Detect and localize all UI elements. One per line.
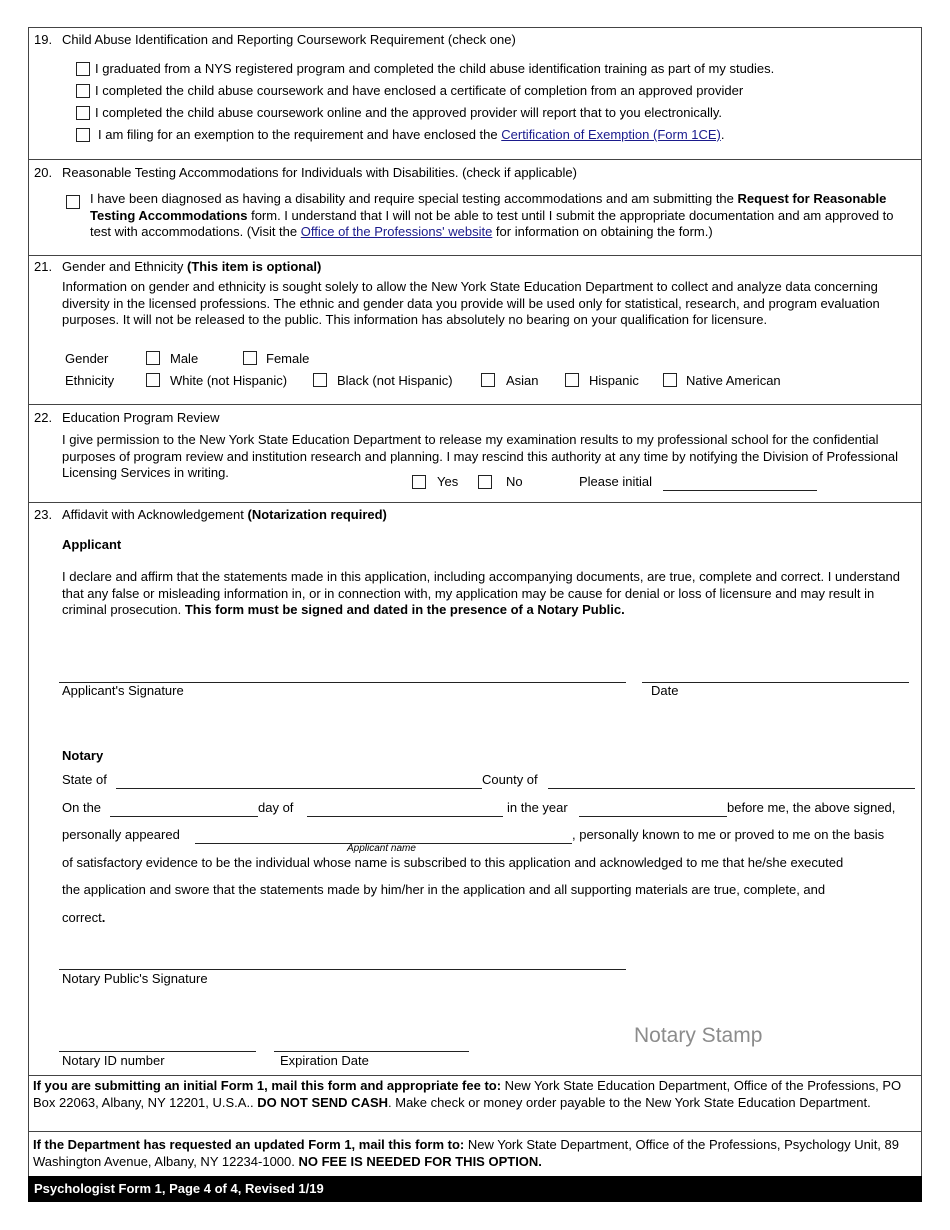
s20-text-pre: I have been diagnosed as having a disability and require special testing accommodations and am submitting the (90, 191, 738, 206)
county-of-label: County of (482, 772, 538, 787)
s23-title-text: Affidavit with Acknowledgement (62, 507, 248, 522)
s19-number: 19. (34, 32, 53, 47)
correct-text (62, 910, 105, 926)
mail-update-text: New York State Department, Office of the Professions, Psychology Unit, 89 Washington Avenue, Albany, NY 12234-1000. (33, 1137, 899, 1169)
s22-paragraph: I give permission to the New York State Education Department to release my examination results to my professional school for the confidential purposes of program review and institution research and planning. I may rescind this authority at any time by notifying the Division of Professional Licensing Services in writing. (62, 432, 899, 480)
applicant-date-line[interactable] (642, 682, 909, 683)
correct-word: correct (62, 910, 102, 925)
s19-option3-label: I completed the child abuse coursework online and the approved provider will report that to you electronically. (95, 105, 722, 120)
correct-period: . (101, 910, 106, 925)
s20-text-mid: form. I understand that I will not be able to test until I submit the appropriate documentation and am approved to test with accommodations. (Visit the (90, 207, 894, 239)
ethnicity-hispanic-label: Hispanic (589, 373, 639, 388)
mail-update-end: NO FEE IS NEEDED FOR THIS OPTION. (298, 1153, 542, 1169)
s21-title-text: Gender and Ethnicity (62, 259, 188, 274)
month-field[interactable] (307, 816, 503, 817)
notary-signature-line[interactable] (59, 969, 626, 970)
s23-number: 23. (34, 507, 53, 522)
ethnicity-black-checkbox[interactable] (313, 373, 327, 387)
s19-option1-checkbox[interactable] (76, 62, 90, 76)
ethnicity-label: Ethnicity (65, 373, 115, 388)
before-me-text: before me, the above signed, (727, 800, 896, 815)
divider-20-21 (28, 255, 922, 256)
swore-text: the application and swore that the statements made by him/her in the application and all supporting materials are true, complete, and (62, 882, 826, 897)
gender-female-checkbox[interactable] (243, 351, 257, 365)
mail-initial-text: New York State Education Department, Office of the Professions, PO Box 22063, Albany, NY 12201, U.S.A.. (33, 1078, 902, 1110)
in-the-year-label: in the year (507, 800, 568, 815)
gender-female-label: Female (266, 351, 310, 366)
applicant-name-caption: Applicant name (347, 843, 416, 854)
s20-text-bold: Request for Reasonable Testing Accommodations (90, 191, 887, 223)
mail-update-lead: If the Department has requested an updated Form 1, mail this form to: (33, 1137, 465, 1152)
mail-initial-cash: DO NOT SEND CASH (257, 1094, 389, 1110)
ethnicity-asian-checkbox[interactable] (481, 373, 495, 387)
gender-male-label: Male (170, 351, 199, 366)
declaration-bold: This form must be signed and dated in the presence of a Notary Public. (184, 602, 625, 617)
s19-option4-checkbox[interactable] (76, 128, 90, 142)
divider-mail (28, 1131, 922, 1132)
mail-update-instructions (33, 1137, 913, 1170)
notary-stamp-placeholder: Notary Stamp (634, 1024, 763, 1047)
ethnicity-hispanic-checkbox[interactable] (565, 373, 579, 387)
county-of-field[interactable] (548, 788, 915, 789)
ethnicity-asian-label: Asian (506, 373, 539, 388)
expiration-date-line[interactable] (274, 1051, 469, 1052)
notary-signature-label: Notary Public's Signature (62, 971, 208, 986)
mail-initial-lead: If you are submitting an initial Form 1, mail this form and appropriate fee to: (33, 1078, 502, 1093)
ethnicity-black-label: Black (not Hispanic) (337, 373, 453, 388)
s21-title-bold: (This item is optional) (187, 259, 322, 274)
divider-23-mail (28, 1075, 922, 1076)
evidence-text: of satisfactory evidence to be the individual whose name is subscribed to this application and acknowledged to me that he/she executed (62, 855, 844, 870)
expiration-date-label: Expiration Date (280, 1053, 369, 1068)
s21-title (62, 259, 321, 275)
ethnicity-native-american-checkbox[interactable] (663, 373, 677, 387)
day-of-label: day of (258, 800, 294, 815)
personally-known-text: , personally known to me or proved to me on the basis (572, 827, 885, 842)
s22-yes-checkbox[interactable] (412, 475, 426, 489)
divider-21-22 (28, 404, 922, 405)
ethnicity-white-label: White (not Hispanic) (170, 373, 288, 388)
form-1ce-link[interactable]: Certification of Exemption (Form 1CE) (501, 127, 721, 142)
gender-label: Gender (65, 351, 109, 366)
s19-title: Child Abuse Identification and Reporting Coursework Requirement (check one) (62, 32, 516, 47)
s19-option3-checkbox[interactable] (76, 106, 90, 120)
s20-paragraph (90, 191, 898, 241)
mail-initial-end: . Make check or money order payable to the New York State Education Department. (388, 1094, 871, 1110)
declaration-text: I declare and affirm that the statements made in this application, including accompanying documents, are true, complete and correct. I understand that any false or misleading information in, or in connection with, my application may be cause for denial or loss of licensure and may result in criminal prosecution. (62, 569, 901, 617)
notary-heading: Notary (62, 748, 104, 763)
s21-number: 21. (34, 259, 53, 274)
s19-option2-checkbox[interactable] (76, 84, 90, 98)
notary-id-line[interactable] (59, 1051, 256, 1052)
s19-option4-period: . (720, 127, 725, 142)
s20-accommodations-checkbox[interactable] (66, 195, 80, 209)
applicant-heading: Applicant (62, 537, 122, 552)
state-of-field[interactable] (116, 788, 482, 789)
divider-22-23 (28, 502, 922, 503)
applicant-date-label: Date (651, 683, 679, 698)
s20-number: 20. (34, 165, 53, 180)
s20-title: Reasonable Testing Accommodations for Individuals with Disabilities. (check if applicable) (62, 165, 577, 180)
s21-paragraph: Information on gender and ethnicity is sought solely to allow the New York State Education Department to collect and analyze data concerning diversity in the licensed professions. The ethnic and gender data you provide will be used only for statistical, research, and program evaluation purposes. It will not be released to the public. This information has absolutely no bearing on your qualification for licensure. (62, 279, 880, 327)
gender-male-checkbox[interactable] (146, 351, 160, 365)
year-field[interactable] (579, 816, 727, 817)
notary-id-label: Notary ID number (62, 1053, 165, 1068)
on-the-label: On the (62, 800, 102, 815)
personally-appeared-label: personally appeared (62, 827, 180, 842)
mail-initial-instructions (33, 1078, 907, 1111)
s19-option1-label: I graduated from a NYS registered program and completed the child abuse identification training as part of my studies. (95, 61, 775, 76)
ethnicity-white-checkbox[interactable] (146, 373, 160, 387)
s19-option2-label: I completed the child abuse coursework and have enclosed a certificate of completion from an approved provider (95, 83, 744, 98)
s19-option4-text: I am filing for an exemption to the requirement and have enclosed the (98, 127, 502, 142)
applicant-signature-label: Applicant's Signature (62, 683, 184, 698)
s22-initial-field[interactable] (663, 490, 817, 491)
s23-title-bold: (Notarization required) (247, 507, 387, 522)
s22-no-label: No (506, 474, 523, 489)
s23-title (62, 507, 387, 523)
s22-title: Education Program Review (62, 410, 220, 425)
s22-initial-label: Please initial (579, 474, 652, 489)
day-number-field[interactable] (110, 816, 258, 817)
state-of-label: State of (62, 772, 107, 787)
s19-option4-label (98, 127, 725, 143)
s22-yes-label: Yes (437, 474, 459, 489)
s20-text-post: for information on obtaining the form.) (492, 224, 713, 239)
s22-no-checkbox[interactable] (478, 475, 492, 489)
footer-bar: Psychologist Form 1, Page 4 of 4, Revised 1/19 (28, 1176, 922, 1202)
divider-19-20 (28, 159, 922, 160)
applicant-declaration (62, 569, 902, 619)
professions-website-link[interactable]: Office of the Professions' website (300, 224, 493, 239)
s22-number: 22. (34, 410, 53, 425)
ethnicity-native-american-label: Native American (686, 373, 781, 388)
